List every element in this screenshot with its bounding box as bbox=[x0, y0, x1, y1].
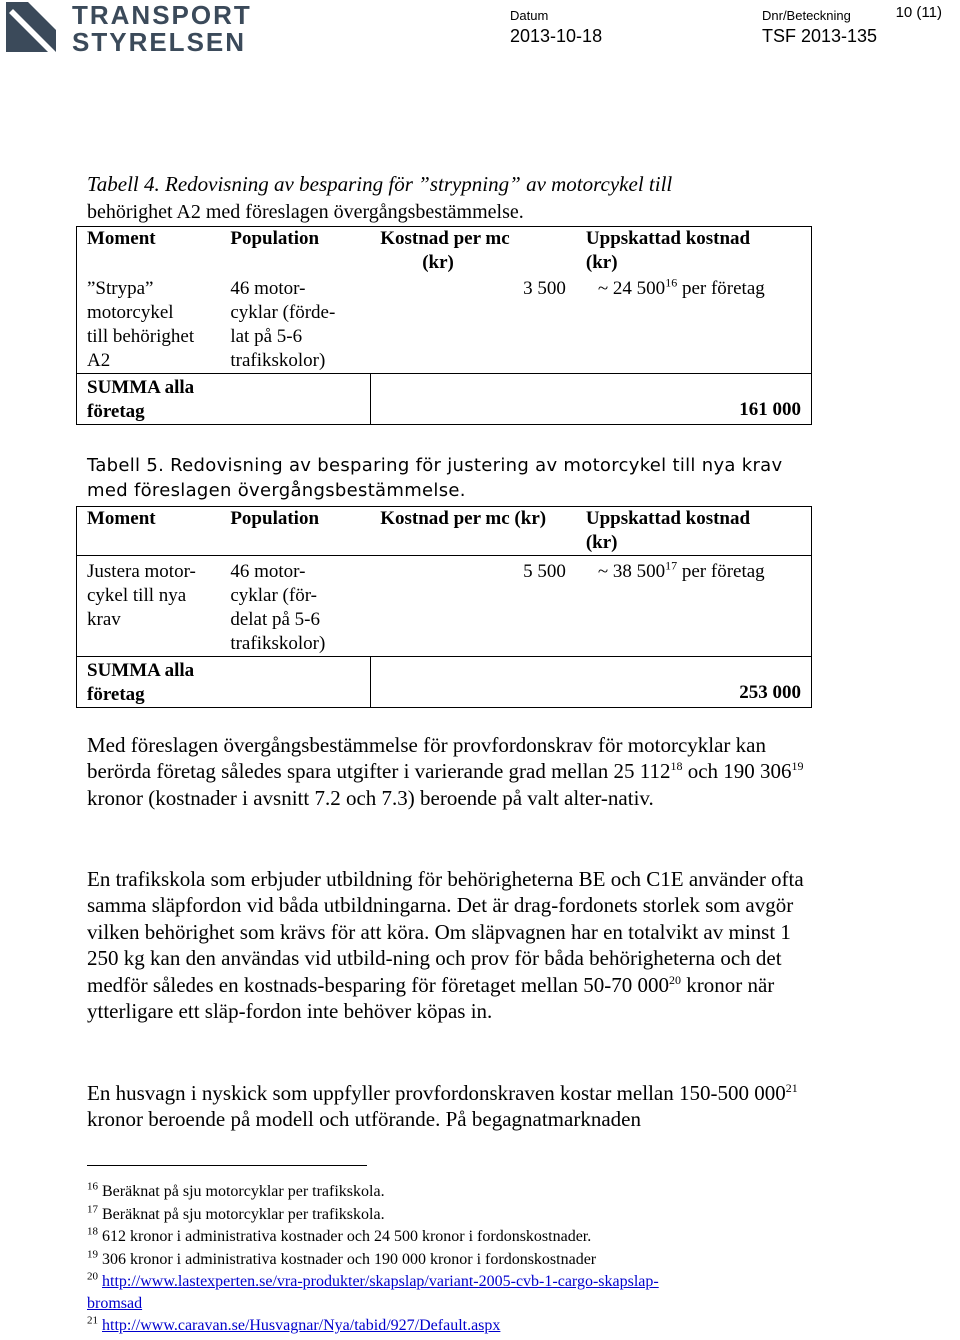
logo-text-line1: TRANSPORT bbox=[72, 0, 252, 30]
table4-estimate-cell: ~ 24 $500^{16}$ per företag bbox=[576, 275, 812, 374]
paragraph-3: En husvagn i nyskick som uppfyller provfordonskraven kostar mellan 150-500 $000^{21}$ kronor beroende på modell och utförande. På begagnatmarknaden bbox=[87, 1081, 798, 1132]
table5-header-row bbox=[77, 507, 812, 556]
date-label: Datum bbox=[510, 8, 549, 23]
table4-moment-cell: ”Strypa” motorcykel till behörighet A2 bbox=[77, 275, 221, 374]
table4-caption-line1: Tabell 4. Redovisning av besparing för ”strypning” av motorcykel till bbox=[87, 172, 673, 196]
table5-sum-value: 253 000 bbox=[576, 657, 812, 708]
table5-caption-line1: Tabell 5. Redovisning av besparing för justering av motorcykel till nya krav bbox=[87, 455, 783, 476]
table5 bbox=[76, 506, 812, 708]
table5-population-cell: 46 motor- cyklar (för- delat på 5-6 trafikskolor) bbox=[230, 561, 326, 654]
table5-header-moment: Moment bbox=[77, 507, 221, 556]
table5-estimate-cell: ~ 38 $500^{17}$ per företag bbox=[576, 556, 812, 657]
table4-header-estimate: Uppskattad kostnad (kr) bbox=[576, 227, 812, 276]
table4-header-row bbox=[77, 227, 812, 276]
footnote-18: $^{18}$ 612 kronor i administrativa kostnader och 24 500 kronor i fordonskostnader. bbox=[87, 1225, 592, 1245]
table5-caption-line2: med föreslagen övergångsbestämmelse. bbox=[87, 480, 466, 501]
table4-population-cell: 46 motor- cyklar (förde- lat på 5-6 trafikskolor) bbox=[230, 278, 336, 371]
footnote-20-link[interactable]: http://www.lastexperten.se/vra-produkter/skapslap/variant-2005-cvb-1-cargo-skapslap- bbox=[102, 1273, 659, 1290]
table4-header-population: Population bbox=[220, 227, 370, 276]
table5-sum-label: SUMMA alla företag bbox=[77, 657, 221, 708]
footnote-20-link-continued[interactable]: bromsad bbox=[87, 1295, 143, 1312]
table-row bbox=[77, 556, 812, 657]
logo-mark-icon bbox=[6, 2, 56, 52]
date-value: 2013-10-18 bbox=[510, 26, 603, 46]
footnote-19: $^{19}$ 306 kronor i administrativa kostnader och 190 000 kronor i fordonskostnader bbox=[87, 1248, 597, 1268]
table4 bbox=[76, 226, 812, 425]
table4-sum-label: SUMMA alla företag bbox=[77, 374, 221, 425]
table4-sum-row bbox=[77, 374, 812, 425]
paragraph-2: En trafikskola som erbjuder utbildning för behörigheterna BE och C1E använder ofta samma släpfordon vid båda utbildningarna. Det är drag-fordonets storlek som avgör vilken behörighet som krävs för att köra. Om släpvagnen har en totalvikt av minst 1 250 kg kan den användas vid utbild-ning och prov för båda behörigheterna och det medför således en kostnads-besparing för företaget mellan 50-70 $000^{20}$ kronor när ytterligare ett släp-fordon inte behöver köpas in. bbox=[87, 867, 804, 1024]
footnote-21: $^{21}$ http://www.caravan.se/Husvagnar/Nya/tabid/927/Default.aspx bbox=[87, 1314, 501, 1334]
footnote-21-link[interactable]: http://www.caravan.se/Husvagnar/Nya/tabid/927/Default.aspx bbox=[102, 1317, 501, 1334]
table5-cost-cell: 5 500 bbox=[523, 561, 566, 582]
reference-value: TSF 2013-135 bbox=[762, 26, 878, 46]
table-row bbox=[77, 275, 812, 374]
table5-moment-cell: Justera motor- cykel till nya krav bbox=[77, 556, 221, 657]
footnote-20: $^{20}$ http://www.lastexperten.se/vra-produkter/skapslap/variant-2005-cvb-1-cargo-skapslap- bbox=[87, 1270, 659, 1290]
table5-header-estimate: Uppskattad kostnad (kr) bbox=[576, 507, 812, 556]
footnote-20-continued bbox=[87, 1293, 142, 1314]
table5-sum-row bbox=[77, 657, 812, 708]
table4-sum-value: 161 000 bbox=[576, 374, 812, 425]
table4-header-moment: Moment bbox=[77, 227, 221, 276]
page-number: 10 (11) bbox=[895, 4, 942, 21]
paragraph-1: Med föreslagen övergångsbestämmelse för provfordonskrav för motorcyklar kan berörda företag således spara utgifter i varierande grad mellan 25 $112^{18}$ och 190 $306^{19}$ kronor (kostnader i avsnitt 7.2 och 7.3) beroende på valt alter-nativ. bbox=[87, 733, 804, 810]
footnote-16: $^{16}$ Beräknat på sju motorcyklar per trafikskola. bbox=[87, 1180, 385, 1200]
reference-label: Dnr/Beteckning bbox=[762, 8, 851, 23]
table5-header-cost: Kostnad per mc (kr) bbox=[370, 507, 576, 556]
table4-caption-line2: behörighet A2 med föreslagen övergångsbestämmelse. bbox=[87, 201, 524, 223]
footnote-17: $^{17}$ Beräknat på sju motorcyklar per trafikskola. bbox=[87, 1203, 385, 1223]
transportstyrelsen-logo bbox=[6, 0, 252, 57]
table5-header-population: Population bbox=[220, 507, 370, 556]
table4-header-cost: Kostnad per mc (kr) bbox=[370, 227, 576, 276]
logo-text-line2: STYRELSEN bbox=[72, 27, 247, 57]
table4-cost-cell: 3 500 bbox=[523, 278, 566, 299]
footnote-separator bbox=[87, 1165, 367, 1166]
